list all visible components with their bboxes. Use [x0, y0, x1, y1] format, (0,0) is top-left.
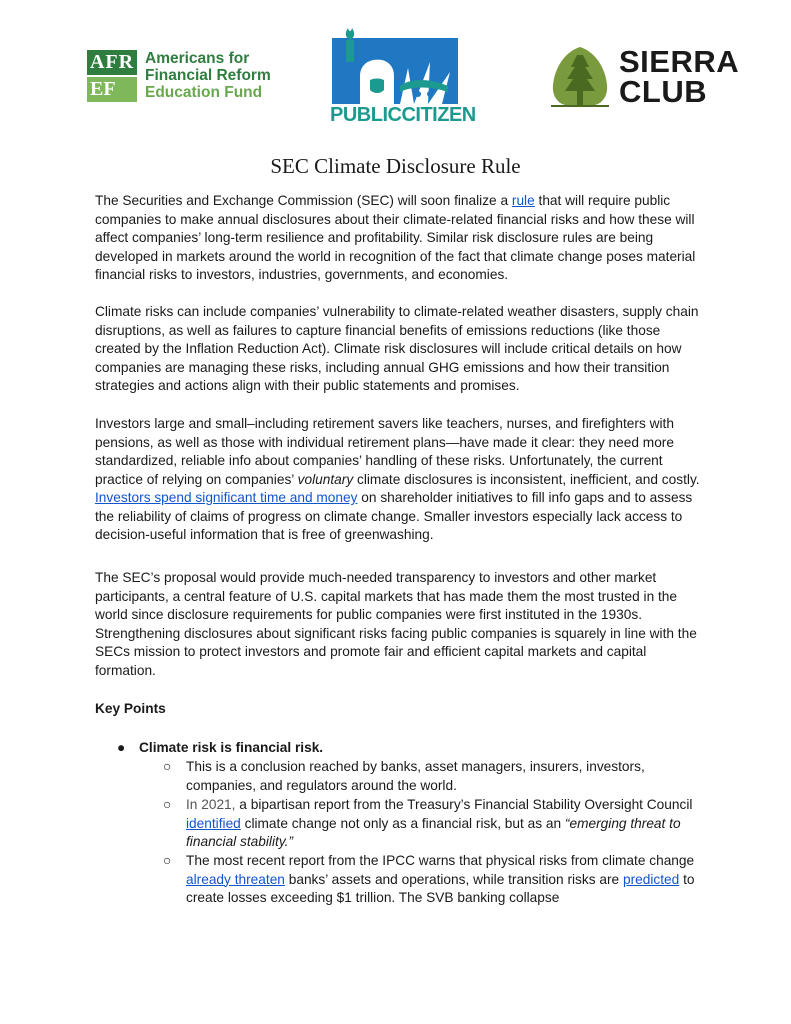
public-citizen-wordmark: [330, 104, 476, 127]
sub-bullet-text: [186, 796, 703, 852]
p1-text-b: that will require public companies to make annual disclosures about their climate-related financial risks and how these will affect companies’ long-term resilience and profitability. Similar risk disclosure rules are being developed in markets around the world in recognition of the fact that climate change poses material financial risks to investors, industries, governments, and economies.: [95, 193, 696, 282]
afr-line-1: Americans for: [145, 50, 250, 67]
p3-text-c: on shareholder initiatives to fill info gaps and to assess the reliability of claims of progress on climate change. Smaller investors especially lack access to decision-useful information that is free of greenwashing.: [95, 490, 693, 542]
public-citizen-logo: [330, 28, 476, 126]
club-word: CLUB: [619, 74, 708, 109]
s2-text-b: a bipartisan report from the Treasury’s Financial Stability Oversight Council: [235, 797, 693, 812]
s2-text-c: climate change not only as a financial risk, but as an: [240, 815, 565, 831]
sequoia-tree-icon: [547, 45, 613, 109]
afr-line-3: Education Fund: [145, 84, 263, 101]
s3-text-c: to create losses exceeding $1 trillion. The SVB banking collapse: [186, 871, 695, 905]
s3-text-a: The most recent report from the IPCC warns that physical risks from climate change: [186, 853, 695, 868]
paragraph-climate-risks: Climate risks can include companies’ vulnerability to climate-related weather disasters, supply chain disruptions, as well as failures to capture financial benefits of emissions reductions (like those created by the Inflation Reduction Act). Climate risk disclosures will include critical details on how companies are managing these risks, including annual GHG emissions and how their transition strategies and actions align with their public statements and promises.: [95, 304, 699, 393]
afr-emblem: [87, 50, 137, 102]
afr-line-2: Financial Reform: [145, 67, 271, 84]
sub-bullet-fsoc-report: [163, 796, 703, 852]
sierra-club-logo: [547, 44, 740, 109]
statue-of-liberty-icon: [330, 28, 460, 106]
bullet-marker: ●: [117, 740, 126, 755]
s3-text-b: banks’ assets and operations, while transition risks are: [284, 871, 623, 887]
rule-link[interactable]: rule: [511, 193, 535, 208]
sub-bullet-conclusion: [163, 758, 703, 795]
bullet-text: Climate risk is financial risk.: [139, 740, 324, 755]
sierra-word: SIERRA: [619, 44, 740, 79]
public-word: PUBLIC: [330, 104, 402, 126]
sub-bullet-text: This is a conclusion reached by banks, asset managers, insurers, investors, companies, and regulators around the world.: [186, 759, 645, 793]
p3-emphasis: voluntary: [297, 471, 354, 487]
already-threaten-link[interactable]: already threaten: [186, 871, 285, 887]
investors-spend-link[interactable]: Investors spend significant time and money: [95, 490, 358, 505]
sub-bullet-marker: ○: [163, 853, 172, 868]
predicted-link[interactable]: predicted: [622, 871, 680, 887]
afr-wordmark: [145, 50, 295, 101]
afr-emblem-top: AFR: [87, 50, 137, 75]
p3-text-b: climate disclosures is inconsistent, inefficient, and costly.: [353, 471, 700, 487]
p1-text-a: The Securities and Exchange Commission (SEC) will soon finalize a: [95, 193, 512, 208]
identified-link[interactable]: identified: [186, 815, 241, 831]
s2-quote: “emerging threat to financial stability.”: [186, 815, 681, 849]
paragraph-investors: [95, 415, 700, 545]
key-points-heading: Key Points: [95, 701, 166, 716]
sierra-club-wordmark: [619, 44, 740, 109]
afr-emblem-bottom: EF: [87, 77, 137, 102]
paragraph-intro: [95, 192, 700, 285]
paragraph-sec-proposal: The SEC’s proposal would provide much-needed transparency to investors and other market participants, a central feature of U.S. capital markets that has made them the most trusted in the world since disclosure requirements for public companies were first instituted in the 1930s. Strengthening disclosures about significant risks facing public companies is squarely in line with the SECs mission to protect investors and promote fair and efficient capital markets and capital formation.: [95, 570, 697, 678]
citizen-word: CITIZEN: [401, 104, 476, 126]
sub-bullet-ipcc: [163, 852, 703, 908]
sub-bullet-marker: ○: [163, 759, 172, 774]
bullet-climate-risk: [117, 739, 323, 758]
year-text: In 2021,: [186, 797, 236, 812]
sub-bullet-text: [186, 852, 703, 908]
sub-bullet-marker: ○: [163, 797, 172, 812]
page-title: SEC Climate Disclosure Rule: [270, 154, 521, 178]
p3-text-a: Investors large and small–including retirement savers like teachers, nurses, and firefighters with pensions, as well as those with individual retirement plans—have made it clear: they need more standardized, reliable info about companies’ handling of these risks. Unfortunately, the current practice of relying on companies’: [95, 416, 674, 487]
